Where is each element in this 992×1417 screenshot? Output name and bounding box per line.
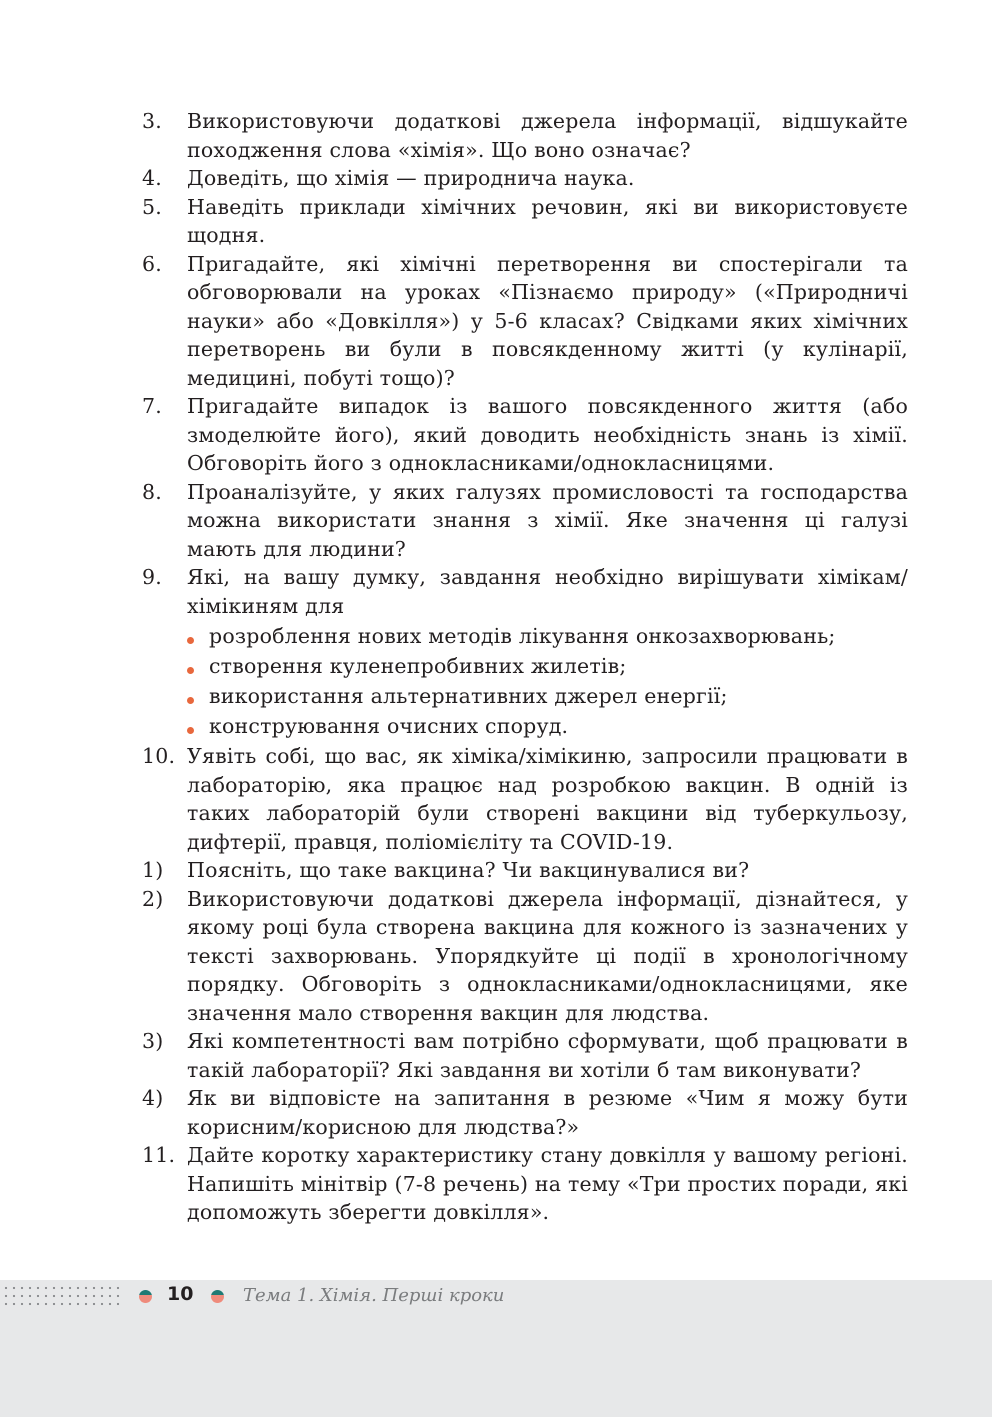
bullet-dot-icon (187, 697, 194, 704)
question-text: Проаналізуйте, у яких галузях промисловості та господарства можна використати знання з хімії. Яке значення ці галузі мають для людини? (187, 479, 908, 561)
bullet-text: використання альтернативних джерел енергії; (209, 684, 728, 708)
subitem-text: Як ви відповісте на запитання в резюме «Чим я можу бути корисним/корисною для людства?» (187, 1086, 908, 1139)
question-text: Уявіть собі, що вас, як хіміка/хімікиню, запросили працювати в лабораторію, яка працює над розробкою вакцин. В одній із таких лабораторій були створені вакцини від туберкульозу, дифтерії, правця, поліомієліту та COVID-19. (187, 744, 908, 854)
subitem-3 (142, 1027, 908, 1084)
question-text: Які, на вашу думку, завдання необхідно вирішувати хімікам/хімікиням для (187, 565, 908, 618)
subitem-4 (142, 1084, 908, 1141)
question-8 (142, 478, 908, 564)
exercise-list (142, 107, 908, 1227)
question-text: Наведіть приклади хімічних речовин, які ви використовуєте щодня. (187, 194, 908, 247)
question-4 (142, 164, 908, 193)
subitem-number: 2) (142, 886, 164, 911)
list-item (187, 621, 908, 651)
question-number: 5. (142, 194, 162, 219)
subitem-number: 4) (142, 1086, 164, 1110)
bullet-dot-icon (187, 637, 194, 644)
bullet-text: розроблення нових методів лікування онкозахворювань; (209, 624, 836, 648)
question-3 (142, 107, 908, 164)
question-number: 4. (142, 166, 162, 190)
question-number: 6. (142, 251, 162, 276)
page-number: 10 (167, 1283, 194, 1305)
question-number: 9. (142, 565, 162, 589)
subitem-text: Використовуючи додаткові джерела інформації, дізнайтеся, у якому році була створена вакцина для кожного із зазначених у тексті захворювань. Упорядкуйте ці події в хронологічному порядку. Обговоріть з однокласниками/однокласницями, яке значення мало створення вакцин для людства. (187, 886, 908, 1025)
circle-icon (211, 1290, 224, 1303)
question-9 (142, 563, 908, 620)
bullet-text: конструювання очисних споруд. (209, 714, 569, 738)
subitem-number: 1) (142, 858, 164, 882)
question-number: 10. (142, 744, 176, 768)
question-text: Пригадайте, які хімічні перетворення ви спостерігали та обговорювали на уроках «Пізнаємо природу» («Природничі науки» або «Довкілля») у 5-6 класах? Свідками яких хімічних перетворень ви були в повсякденному житті (у кулінарії, медицині, побуті тощо)? (187, 251, 908, 390)
question-text: Доведіть, що хімія — природнича наука. (187, 166, 635, 190)
bullet-list (187, 621, 908, 741)
question-number: 11. (142, 1143, 176, 1167)
question-text: Дайте коротку характеристику стану довкілля у вашому регіоні. Напишіть мінітвір (7-8 речень) на тему «Три простих поради, які допоможуть зберегти довкілля». (187, 1143, 908, 1224)
list-item (187, 711, 908, 741)
subitem-1 (142, 856, 908, 885)
subitem-number: 3) (142, 1029, 164, 1053)
bullet-dot-icon (187, 727, 194, 734)
topic-title: Тема 1. Хімія. Перші кроки (243, 1285, 505, 1306)
dot-grid-decoration (2, 1284, 120, 1308)
question-5 (142, 193, 908, 250)
subitem-2 (142, 885, 908, 1028)
question-7 (142, 392, 908, 478)
bullet-text: створення куленепробивних жилетів; (209, 654, 627, 678)
question-text: Використовуючи додаткові джерела інформації, відшукайте походження слова «хімія». Що воно означає? (187, 109, 908, 162)
question-text: Пригадайте випадок із вашого повсякденного життя (або змоделюйте його), який доводить необхідність знань із хімії. Обговоріть його з однокласниками/однокласницями. (187, 394, 908, 475)
question-number: 7. (142, 394, 162, 418)
subitem-text: Які компетентності вам потрібно сформувати, щоб працювати в такій лабораторії? Які завдання ви хотіли б там виконувати? (187, 1029, 908, 1082)
list-item (187, 681, 908, 711)
subitem-text: Поясніть, що таке вакцина? Чи вакцинувалися ви? (187, 858, 750, 882)
list-item (187, 651, 908, 681)
question-11 (142, 1141, 908, 1227)
question-number: 3. (142, 109, 162, 133)
question-10 (142, 742, 908, 856)
bullet-dot-icon (187, 667, 194, 674)
question-6 (142, 250, 908, 393)
question-number: 8. (142, 479, 162, 504)
page-footer (0, 1280, 992, 1417)
circle-icon (139, 1290, 152, 1303)
